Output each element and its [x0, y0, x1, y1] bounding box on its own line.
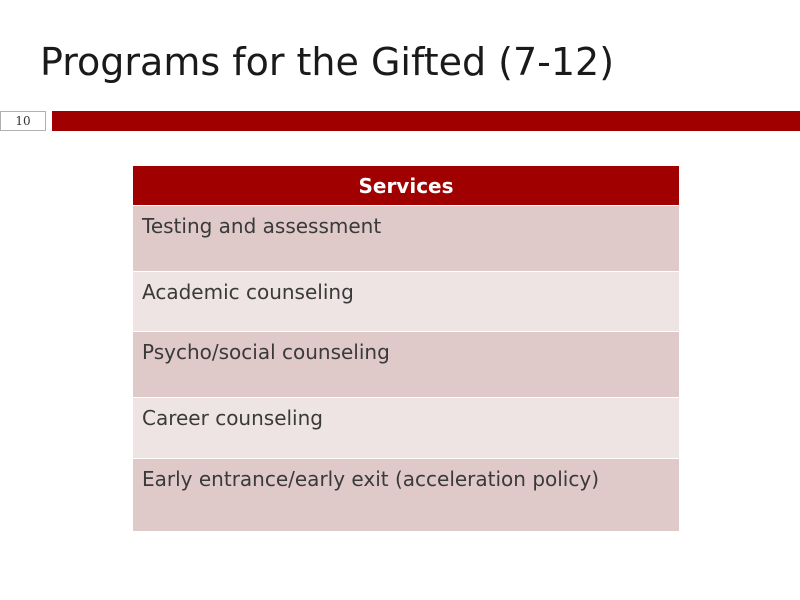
slide-title: Programs for the Gifted (7-12): [40, 40, 615, 84]
services-table: [133, 166, 679, 531]
table-row: Career counseling: [133, 398, 679, 459]
table-row: Academic counseling: [133, 272, 679, 332]
table-row: Testing and assessment: [133, 206, 679, 272]
table-row: Early entrance/early exit (acceleration policy): [133, 459, 679, 531]
table-header: Services: [133, 166, 679, 206]
table-row: Psycho/social counseling: [133, 332, 679, 398]
slide-number: 10: [0, 111, 46, 131]
title-underline-bar: [52, 111, 800, 131]
